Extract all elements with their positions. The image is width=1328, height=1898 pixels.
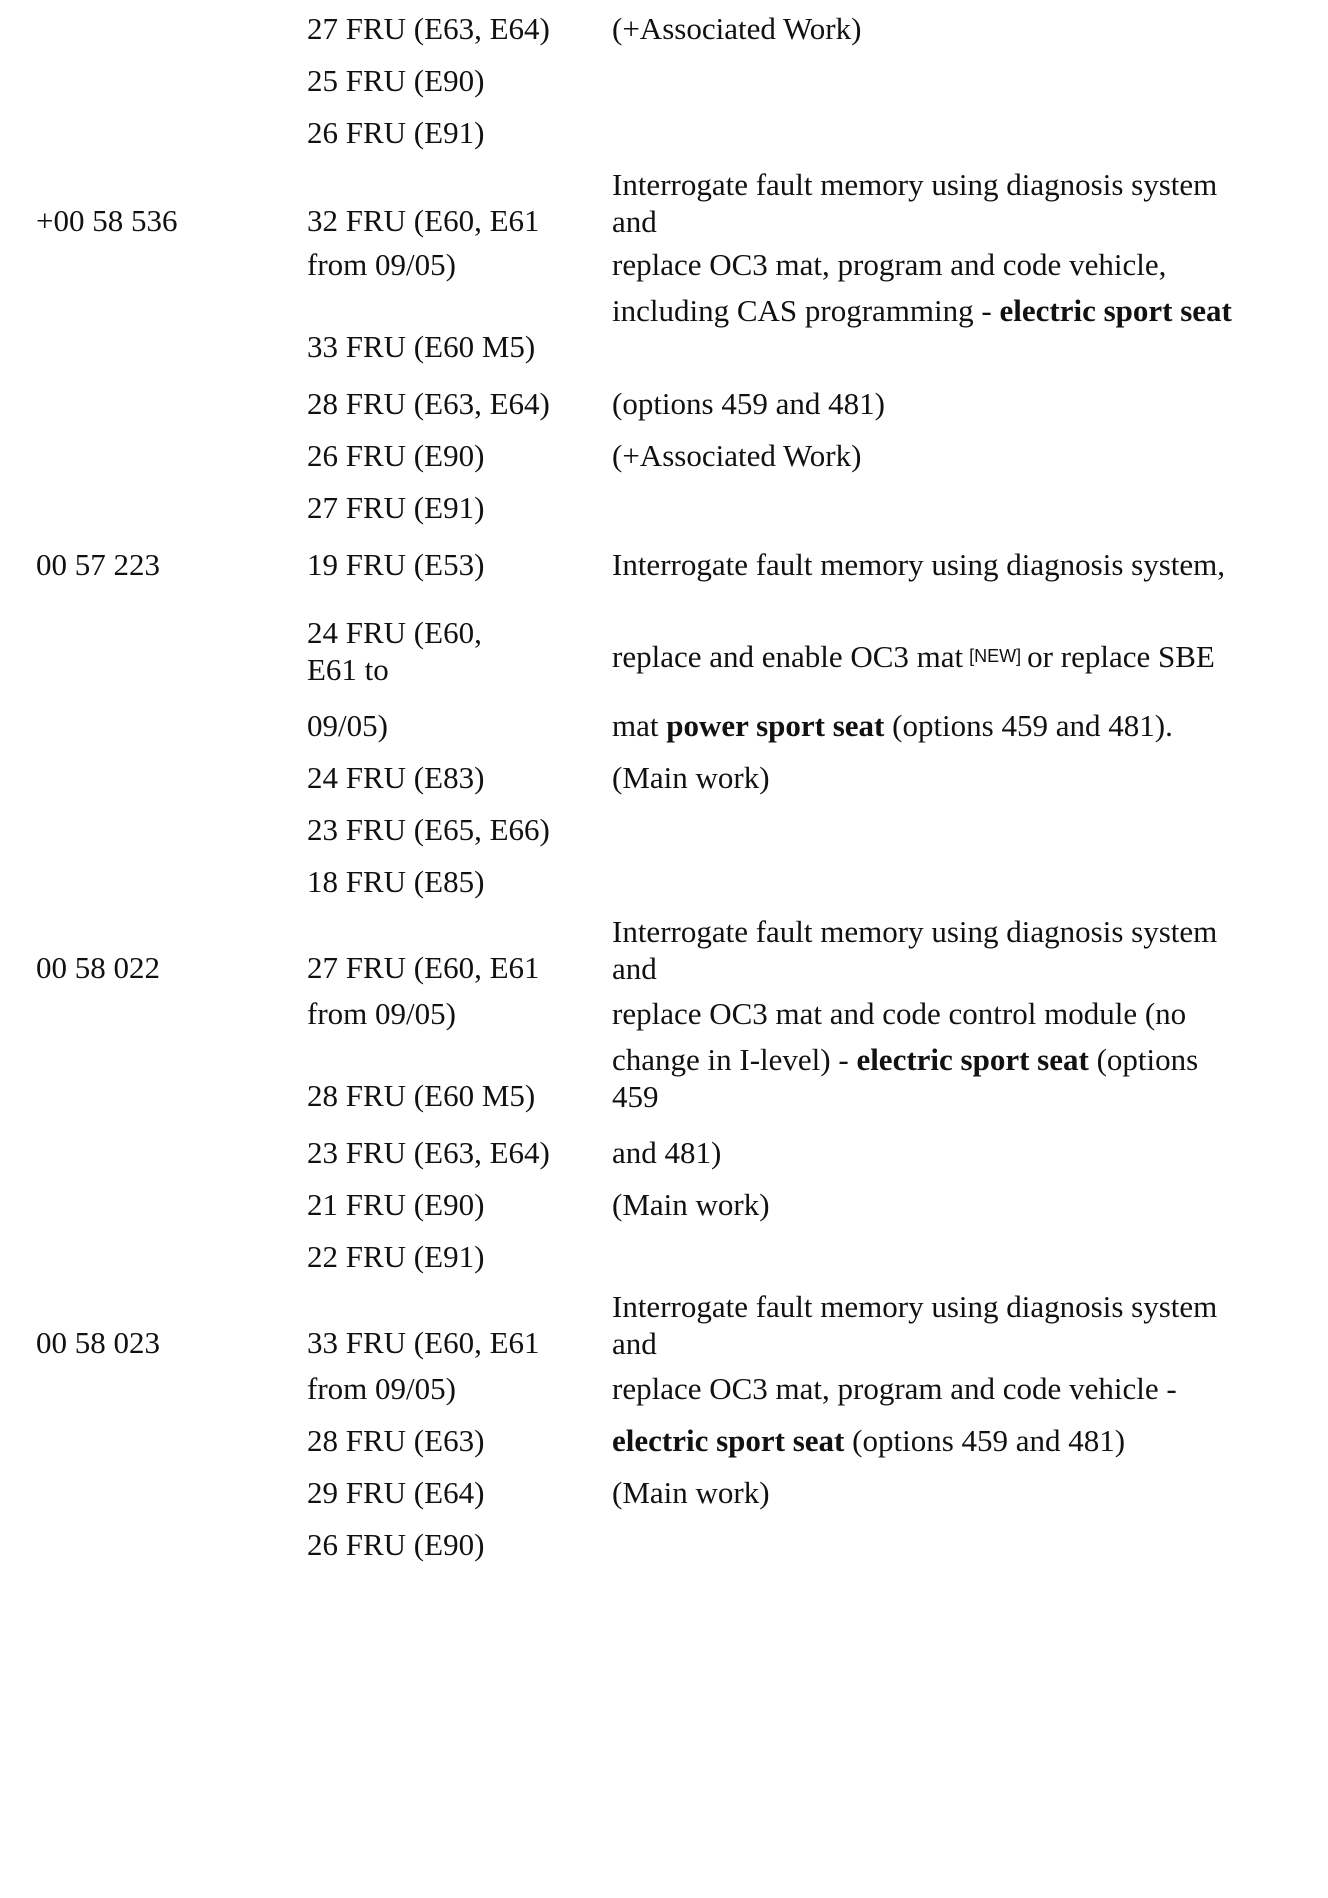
work-description xyxy=(612,1422,1312,1459)
fru-value: 24 FRU (E83) xyxy=(307,760,485,795)
fru-value: 18 FRU (E85) xyxy=(307,864,485,899)
fru-value: 21 FRU (E90) xyxy=(307,1187,485,1222)
description-text: (Main work) xyxy=(612,1475,770,1510)
part-number: 00 58 023 xyxy=(36,1325,160,1360)
description-text: replace OC3 mat, program and code vehicle, xyxy=(612,247,1167,282)
work-description xyxy=(612,1370,1312,1407)
emphasis-text: electric sport seat xyxy=(612,1423,845,1458)
work-description xyxy=(612,437,1312,474)
description-text: Interrogate fault memory using diagnosis system, xyxy=(612,547,1225,582)
fru-value: from 09/05) xyxy=(307,996,456,1031)
fru-value: 33 FRU (E60 M5) xyxy=(307,329,536,364)
fru-value: 09/05) xyxy=(307,708,388,743)
fru-value: from 09/05) xyxy=(307,247,456,282)
description-text: change in I-level) - xyxy=(612,1042,857,1077)
work-description xyxy=(612,759,1312,796)
description-text: (options 459 and 481) xyxy=(612,386,885,421)
fru-value: 29 FRU (E64) xyxy=(307,1475,485,1510)
description-text: (Main work) xyxy=(612,1187,770,1222)
fru-value: 26 FRU (E90) xyxy=(307,1527,485,1562)
fru-value: 33 FRU (E60, E61 xyxy=(307,1325,540,1360)
part-number: +00 58 536 xyxy=(36,203,178,238)
work-description xyxy=(612,1288,1252,1362)
emphasis-text: electric sport seat xyxy=(999,293,1232,328)
description-text: (options 459 and 481) xyxy=(844,1423,1126,1458)
fru-value: 22 FRU (E91) xyxy=(307,1239,485,1274)
work-description xyxy=(612,246,1312,283)
description-text: (+Associated Work) xyxy=(612,438,862,473)
description-text: (+Associated Work) xyxy=(612,11,862,46)
description-text: including CAS programming - xyxy=(612,293,1000,328)
emphasis-text: power sport seat xyxy=(666,708,885,743)
fru-value: 27 FRU (E60, E61 xyxy=(307,950,540,985)
fru-value: 23 FRU (E63, E64) xyxy=(307,1135,550,1170)
work-description xyxy=(612,638,1312,675)
fru-value: from 09/05) xyxy=(307,1371,456,1406)
new-tag: [NEW] xyxy=(969,646,1022,666)
fru-value: 28 FRU (E63, E64) xyxy=(307,386,550,421)
work-description xyxy=(612,166,1252,240)
fru-value: 28 FRU (E63) xyxy=(307,1423,485,1458)
fru-value: 26 FRU (E90) xyxy=(307,438,485,473)
description-text: replace and enable OC3 mat xyxy=(612,639,964,674)
fru-value: 24 FRU (E60, E61 to xyxy=(307,615,482,688)
description-text: Interrogate fault memory using diagnosis system and xyxy=(612,914,1218,987)
work-description xyxy=(612,1474,1312,1511)
fru-value: 28 FRU (E60 M5) xyxy=(307,1078,536,1113)
work-description xyxy=(612,1186,1312,1223)
description-text: (options 459 xyxy=(612,1042,1199,1115)
work-description xyxy=(612,1134,1312,1171)
part-number: 00 57 223 xyxy=(36,547,160,582)
fru-value: 23 FRU (E65, E66) xyxy=(307,812,550,847)
description-text: Interrogate fault memory using diagnosis system and xyxy=(612,167,1218,240)
emphasis-text: electric sport seat xyxy=(856,1042,1089,1077)
work-description xyxy=(612,385,1312,422)
work-description xyxy=(612,995,1312,1032)
work-description xyxy=(612,1041,1252,1115)
fru-value: 27 FRU (E63, E64) xyxy=(307,11,550,46)
description-text: (Main work) xyxy=(612,760,770,795)
fru-value: 32 FRU (E60, E61 xyxy=(307,203,540,238)
description-text: replace OC3 mat, program and code vehicle - xyxy=(612,1371,1177,1406)
work-description xyxy=(612,10,1312,47)
description-text: replace OC3 mat and code control module (no xyxy=(612,996,1187,1031)
description-text: Interrogate fault memory using diagnosis system and xyxy=(612,1289,1218,1362)
fru-value: 26 FRU (E91) xyxy=(307,115,485,150)
description-text: or replace SBE xyxy=(1027,639,1215,674)
work-description xyxy=(612,546,1312,583)
work-description xyxy=(612,913,1252,987)
description-text: and 481) xyxy=(612,1135,722,1170)
part-number: 00 58 022 xyxy=(36,950,160,985)
work-description xyxy=(612,707,1312,744)
fru-value: 25 FRU (E90) xyxy=(307,63,485,98)
work-description xyxy=(612,292,1252,329)
fru-value: 19 FRU (E53) xyxy=(307,547,485,582)
description-text: mat xyxy=(612,708,667,743)
description-text: (options 459 and 481). xyxy=(884,708,1173,743)
fru-value: 27 FRU (E91) xyxy=(307,490,485,525)
